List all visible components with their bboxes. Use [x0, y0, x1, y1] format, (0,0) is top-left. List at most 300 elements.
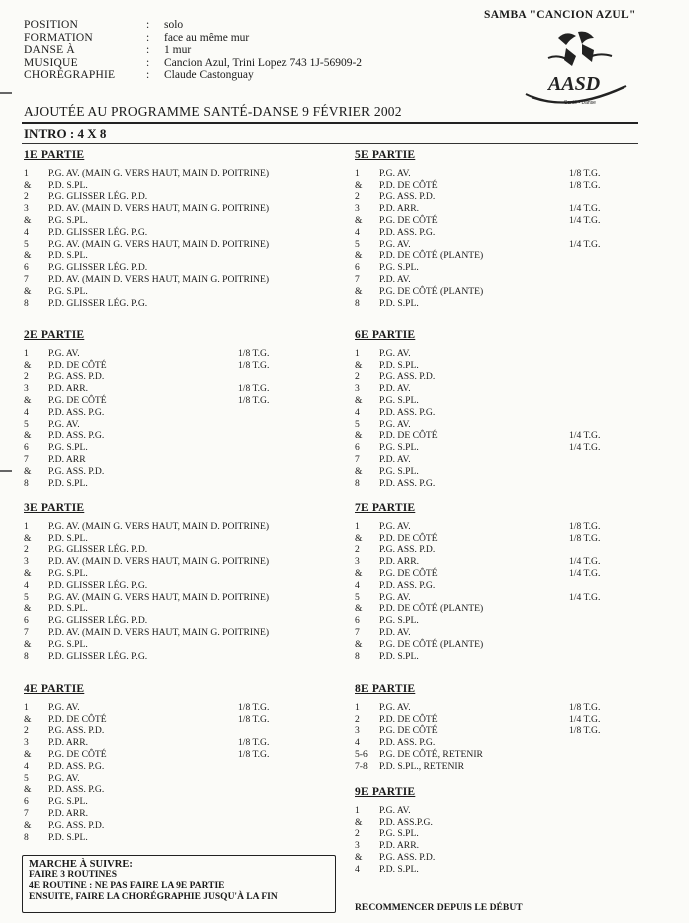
step-row — [355, 215, 639, 227]
step-count: & — [355, 359, 363, 371]
info-label: POSITION — [24, 19, 78, 31]
step-turn — [238, 215, 308, 227]
step-row — [355, 533, 639, 545]
step-description: P.D. GLISSER LÉG. P.G. — [48, 579, 148, 591]
step-row — [24, 832, 308, 844]
step-row — [24, 215, 308, 227]
step-count: 3 — [355, 725, 360, 737]
info-value: 1 mur — [164, 44, 192, 56]
step-turn — [238, 454, 308, 466]
step-turn — [238, 371, 308, 383]
step-description: P.G. AV. (MAIN G. VERS HAUT, MAIN D. POITRINE) — [48, 520, 270, 532]
step-turn — [569, 286, 639, 298]
step-row — [24, 239, 308, 251]
step-count: 3 — [24, 737, 29, 749]
step-turn: 1/4 T.G. — [569, 591, 601, 603]
step-row — [355, 203, 639, 215]
step-row — [355, 544, 639, 556]
part-section — [24, 150, 308, 309]
step-description: P.D. DE CÔTÉ — [48, 713, 107, 725]
step-count: & — [24, 179, 32, 191]
info-value: Claude Castonguay — [164, 69, 254, 81]
step-row — [24, 360, 308, 372]
step-turn: 1/4 T.G. — [569, 214, 601, 226]
step-count: & — [24, 394, 32, 406]
step-row — [355, 419, 639, 431]
part-section — [24, 684, 308, 843]
step-description: P.D. DE CÔTÉ — [379, 430, 438, 442]
step-count: & — [24, 819, 32, 831]
step-row — [355, 262, 639, 274]
step-description: P.D. ARR. — [48, 383, 88, 395]
step-row — [355, 298, 639, 310]
step-turn: 1/8 T.G. — [238, 347, 270, 359]
step-count: 5 — [24, 772, 29, 784]
step-description: P.G. AV. — [48, 347, 80, 359]
step-turn — [569, 651, 639, 663]
dance-title: SAMBA "CANCION AZUL" — [484, 9, 636, 21]
step-description: P.G. DE CÔTÉ — [379, 214, 438, 226]
step-count: 7 — [24, 453, 29, 465]
divider — [22, 143, 638, 144]
step-description: P.G. AV. — [48, 772, 80, 784]
part-section — [355, 684, 639, 773]
step-description: P.D. ASS. P.G. — [379, 737, 436, 749]
step-description: P.D. AV. — [379, 626, 411, 638]
step-description: P.G. S.PL. — [48, 285, 88, 297]
step-row — [24, 603, 308, 615]
step-description: P.G. GLISSER LÉG. P.D. — [48, 615, 148, 627]
step-count: 7 — [355, 626, 360, 638]
step-row — [24, 796, 308, 808]
info-label: FORMATION — [24, 31, 93, 44]
step-description: P.D. ASS. P.G. — [48, 430, 105, 442]
step-row — [24, 478, 308, 490]
step-description: P.D. AV. (MAIN D. VERS HAUT, MAIN G. POITRINE) — [48, 273, 270, 285]
step-turn — [238, 544, 308, 556]
step-row — [24, 442, 308, 454]
step-row — [355, 466, 639, 478]
step-turn — [569, 761, 639, 773]
step-count: 3 — [24, 383, 29, 395]
info-value: Cancion Azul, Trini Lopez 743 1J-56909-2 — [164, 56, 363, 69]
step-count: 8 — [355, 650, 360, 662]
part-section — [355, 503, 639, 662]
step-description: P.G. DE CÔTÉ — [48, 394, 107, 406]
step-description: P.G. ASS. P.D. — [379, 851, 436, 863]
step-turn — [569, 749, 639, 761]
step-row — [355, 568, 639, 580]
step-description: P.D. S.PL. — [379, 650, 419, 662]
step-turn: 1/4 T.G. — [569, 713, 601, 725]
step-description: P.D. DE CÔTÉ — [379, 532, 438, 544]
step-row — [355, 286, 639, 298]
part-title: 8E PARTIE — [355, 683, 416, 695]
step-turn — [238, 615, 308, 627]
step-count: & — [24, 532, 32, 544]
added-line: AJOUTÉE AU PROGRAMME SANTÉ-DANSE 9 FÉVRIER 2002 — [24, 104, 402, 119]
step-count: 2 — [24, 725, 29, 737]
step-count: 8 — [24, 297, 29, 309]
step-row — [24, 639, 308, 651]
step-description: P.D. S.PL. — [48, 179, 88, 191]
step-description: P.D. S.PL. — [379, 863, 419, 875]
step-row — [24, 203, 308, 215]
instructions-heading: MARCHE À SUIVRE: — [29, 859, 133, 870]
step-count: 5 — [24, 418, 29, 430]
step-turn: 1/8 T.G. — [569, 520, 601, 532]
step-row — [24, 274, 308, 286]
step-count: 7 — [24, 807, 29, 819]
step-count: & — [24, 250, 32, 262]
step-description: P.D. ARR. — [379, 203, 419, 215]
step-row — [24, 466, 308, 478]
part-title: 6E PARTIE — [355, 329, 416, 341]
step-count: 5 — [355, 418, 360, 430]
step-count: & — [355, 214, 363, 226]
step-turn — [569, 191, 639, 203]
instructions-box — [22, 855, 336, 913]
step-description: P.D. GLISSER LÉG. P.G. — [48, 650, 148, 662]
step-row — [355, 395, 639, 407]
step-row — [24, 808, 308, 820]
step-count: & — [24, 713, 32, 725]
step-row — [24, 395, 308, 407]
step-count: 5 — [24, 238, 29, 250]
step-row — [24, 227, 308, 239]
step-row — [24, 533, 308, 545]
step-description: P.D. AV. (MAIN D. VERS HAUT, MAIN G. POITRINE) — [48, 556, 270, 568]
step-description: P.D. GLISSER LÉG. P.G. — [48, 226, 148, 238]
step-row — [355, 580, 639, 592]
instructions-line: ENSUITE, FAIRE LA CHORÉGRAPHIE JUSQU'À LA FIN — [29, 892, 278, 902]
aasd-logo — [518, 28, 634, 108]
step-count: & — [24, 359, 32, 371]
step-description: P.G. S.PL. — [379, 615, 419, 627]
step-count: 4 — [355, 406, 360, 418]
step-count: 8 — [24, 650, 29, 662]
step-turn: 1/8 T.G. — [238, 713, 270, 725]
step-row — [355, 725, 639, 737]
instructions-line: FAIRE 3 ROUTINES — [29, 870, 117, 880]
step-turn — [569, 262, 639, 274]
step-description: P.D. S.PL. — [48, 477, 88, 489]
step-row — [355, 180, 639, 192]
step-count: 3 — [355, 840, 360, 852]
step-count: 1 — [355, 804, 360, 816]
step-count: 4 — [355, 226, 360, 238]
step-turn — [569, 603, 639, 615]
step-turn — [238, 784, 308, 796]
step-count: & — [355, 430, 363, 442]
step-turn — [569, 371, 639, 383]
step-count: 1 — [355, 701, 360, 713]
step-row — [355, 603, 639, 615]
step-turn — [569, 639, 639, 651]
instructions-line: 4E ROUTINE : NE PAS FAIRE LA 9E PARTIE — [29, 881, 225, 891]
step-description: P.D. ARR. — [48, 807, 88, 819]
step-row — [24, 348, 308, 360]
step-row — [355, 371, 639, 383]
step-description: P.D. ASS. P.G. — [379, 226, 436, 238]
scan-mark — [0, 470, 12, 472]
step-turn — [238, 274, 308, 286]
step-description: P.D. ASS.P.G. — [379, 816, 433, 828]
step-count: 4 — [355, 737, 360, 749]
step-turn — [238, 603, 308, 615]
step-row — [24, 773, 308, 785]
step-row — [355, 864, 639, 876]
step-turn — [238, 820, 308, 832]
step-turn — [569, 840, 639, 852]
part-title: 3E PARTIE — [24, 502, 85, 514]
step-description: P.G. AV. — [379, 591, 411, 603]
step-turn — [569, 250, 639, 262]
step-row — [355, 761, 639, 773]
info-row-position: POSITION : solo — [24, 19, 184, 31]
step-count: 3 — [24, 203, 29, 215]
step-description: P.G. S.PL. — [48, 638, 88, 650]
step-description: P.G. ASS. P.D. — [48, 725, 105, 737]
step-row — [24, 383, 308, 395]
step-row — [355, 840, 639, 852]
step-count: & — [24, 465, 32, 477]
step-description: P.D. S.PL. — [379, 297, 419, 309]
step-description: P.D. ARR. — [379, 840, 419, 852]
step-row — [355, 239, 639, 251]
step-count: 1 — [24, 520, 29, 532]
step-count: 2 — [355, 713, 360, 725]
step-count: & — [355, 816, 363, 828]
step-row — [355, 274, 639, 286]
part-section — [24, 330, 308, 489]
step-description: P.D. S.PL. — [48, 831, 88, 843]
step-turn — [569, 737, 639, 749]
step-count: 1 — [355, 520, 360, 532]
step-turn — [238, 180, 308, 192]
divider — [346, 122, 638, 124]
step-description: P.D. ASS. P.G. — [48, 406, 105, 418]
info-value: solo — [164, 19, 184, 31]
step-row — [355, 592, 639, 604]
step-count: 8 — [355, 297, 360, 309]
step-description: P.G. AV. — [379, 520, 411, 532]
step-row — [355, 651, 639, 663]
step-description: P.D. S.PL. — [48, 250, 88, 262]
step-count: 2 — [355, 191, 360, 203]
step-description: P.G. S.PL. — [379, 828, 419, 840]
step-turn — [569, 298, 639, 310]
step-row — [24, 702, 308, 714]
step-row — [355, 615, 639, 627]
step-row — [24, 521, 308, 533]
step-description: P.G. S.PL. — [379, 442, 419, 454]
step-description: P.G. S.PL. — [48, 214, 88, 226]
step-count: 1 — [355, 347, 360, 359]
step-row — [355, 191, 639, 203]
step-description: P.D. S.PL., RETENIR — [379, 760, 465, 772]
info-row-choregraphie: CHORÉGRAPHIE : Claude Castonguay — [24, 69, 254, 81]
info-value: face au même mur — [164, 31, 250, 44]
step-row — [355, 737, 639, 749]
step-count: & — [24, 214, 32, 226]
part-section — [355, 787, 639, 876]
step-row — [24, 714, 308, 726]
step-turn — [238, 168, 308, 180]
step-row — [24, 371, 308, 383]
step-count: 4 — [355, 863, 360, 875]
step-turn — [569, 419, 639, 431]
step-description: P.G. S.PL. — [48, 567, 88, 579]
step-turn: 1/4 T.G. — [569, 430, 601, 442]
step-description: P.G. ASS. P.D. — [379, 191, 436, 203]
step-row — [24, 419, 308, 431]
step-row — [355, 556, 639, 568]
step-description: P.G. GLISSER LÉG. P.D. — [48, 544, 148, 556]
step-turn — [238, 808, 308, 820]
step-count: 7 — [355, 453, 360, 465]
step-description: P.G. S.PL. — [48, 442, 88, 454]
step-row — [24, 286, 308, 298]
step-turn — [569, 627, 639, 639]
step-count: & — [24, 285, 32, 297]
step-count: 6 — [24, 442, 29, 454]
step-count: 7 — [24, 626, 29, 638]
info-row-formation: FORMATION : face au même mur — [24, 31, 250, 44]
step-turn — [569, 466, 639, 478]
step-turn — [238, 191, 308, 203]
part-section — [24, 503, 308, 662]
step-description: P.G. AV. — [379, 701, 411, 713]
step-turn — [238, 627, 308, 639]
step-count: 1 — [24, 167, 29, 179]
step-count: & — [355, 851, 363, 863]
step-description: P.D. DE CÔTÉ — [48, 359, 107, 371]
step-description: P.D. AV. (MAIN D. VERS HAUT, MAIN G. POITRINE) — [48, 626, 270, 638]
step-description: P.G. S.PL. — [379, 465, 419, 477]
step-count: 6 — [355, 442, 360, 454]
info-label: CHORÉGRAPHIE — [24, 69, 116, 81]
step-description: P.D. ASS. P.G. — [379, 406, 436, 418]
step-turn — [238, 651, 308, 663]
info-header — [24, 19, 362, 82]
step-turn — [569, 580, 639, 592]
step-row — [355, 805, 639, 817]
step-description: P.G. ASS. P.D. — [379, 544, 436, 556]
step-turn — [238, 419, 308, 431]
step-turn — [569, 864, 639, 876]
step-turn — [569, 805, 639, 817]
step-count: 7-8 — [355, 760, 368, 772]
step-description: P.D. DE CÔTÉ (PLANTE) — [379, 603, 484, 615]
step-turn — [238, 203, 308, 215]
step-count: & — [355, 394, 363, 406]
step-description: P.D. S.PL. — [48, 603, 88, 615]
step-count: 3 — [355, 383, 360, 395]
step-count: 6 — [24, 615, 29, 627]
step-count: 6 — [24, 796, 29, 808]
step-turn — [569, 615, 639, 627]
step-description: P.D. ASS. P.G. — [379, 477, 436, 489]
step-row — [355, 168, 639, 180]
divider — [22, 122, 356, 124]
step-row — [355, 749, 639, 761]
logo-subtitle: Santé - Danse — [564, 100, 596, 106]
step-row — [24, 430, 308, 442]
step-description: P.G. AV. — [48, 418, 80, 430]
step-count: 8 — [24, 831, 29, 843]
step-turn — [238, 533, 308, 545]
step-turn: 1/8 T.G. — [569, 167, 601, 179]
step-count: & — [24, 603, 32, 615]
step-description: P.G. DE CÔTÉ (PLANTE) — [379, 638, 484, 650]
step-count: 6 — [24, 262, 29, 274]
step-count: & — [24, 567, 32, 579]
step-row — [355, 627, 639, 639]
step-count: & — [355, 285, 363, 297]
step-row — [24, 592, 308, 604]
step-description: P.D. S.PL. — [379, 359, 419, 371]
step-turn: 1/8 T.G. — [238, 701, 270, 713]
step-row — [24, 556, 308, 568]
step-row — [24, 737, 308, 749]
step-description: P.D. AV. — [379, 383, 411, 395]
step-description: P.D. DE CÔTÉ — [379, 179, 438, 191]
step-turn: 1/8 T.G. — [238, 383, 270, 395]
step-row — [24, 749, 308, 761]
step-count: 4 — [24, 406, 29, 418]
step-count: 7 — [355, 273, 360, 285]
part-title: 2E PARTIE — [24, 329, 85, 341]
step-row — [355, 360, 639, 372]
step-turn — [569, 828, 639, 840]
step-turn — [569, 478, 639, 490]
step-row — [24, 580, 308, 592]
step-description: P.G. S.PL. — [379, 394, 419, 406]
step-description: P.G. DE CÔTÉ — [48, 748, 107, 760]
step-row — [355, 227, 639, 239]
step-count: & — [355, 465, 363, 477]
step-turn — [238, 466, 308, 478]
step-turn — [238, 592, 308, 604]
step-turn: 1/4 T.G. — [569, 442, 601, 454]
step-description: P.G. GLISSER LÉG. P.D. — [48, 191, 148, 203]
step-row — [24, 651, 308, 663]
step-turn — [238, 298, 308, 310]
step-turn — [238, 568, 308, 580]
step-description: P.G. DE CÔTÉ — [379, 725, 438, 737]
step-turn — [569, 348, 639, 360]
step-turn: 1/4 T.G. — [569, 203, 601, 215]
step-count: 5 — [355, 591, 360, 603]
step-row — [355, 250, 639, 262]
step-row — [24, 544, 308, 556]
step-turn — [238, 725, 308, 737]
step-row — [355, 702, 639, 714]
step-count: 2 — [355, 544, 360, 556]
step-description: P.D. ASS. P.G. — [48, 760, 105, 772]
step-count: 5 — [355, 238, 360, 250]
step-turn — [569, 852, 639, 864]
step-count: & — [24, 430, 32, 442]
step-count: 3 — [24, 556, 29, 568]
step-count: 2 — [24, 191, 29, 203]
step-row — [355, 430, 639, 442]
step-row — [355, 521, 639, 533]
step-description: P.G. GLISSER LÉG. P.D. — [48, 262, 148, 274]
info-row-musique: MUSIQUE : Cancion Azul, Trini Lopez 743 1J-56909-2 — [24, 56, 363, 69]
step-description: P.G. AV. — [379, 238, 411, 250]
